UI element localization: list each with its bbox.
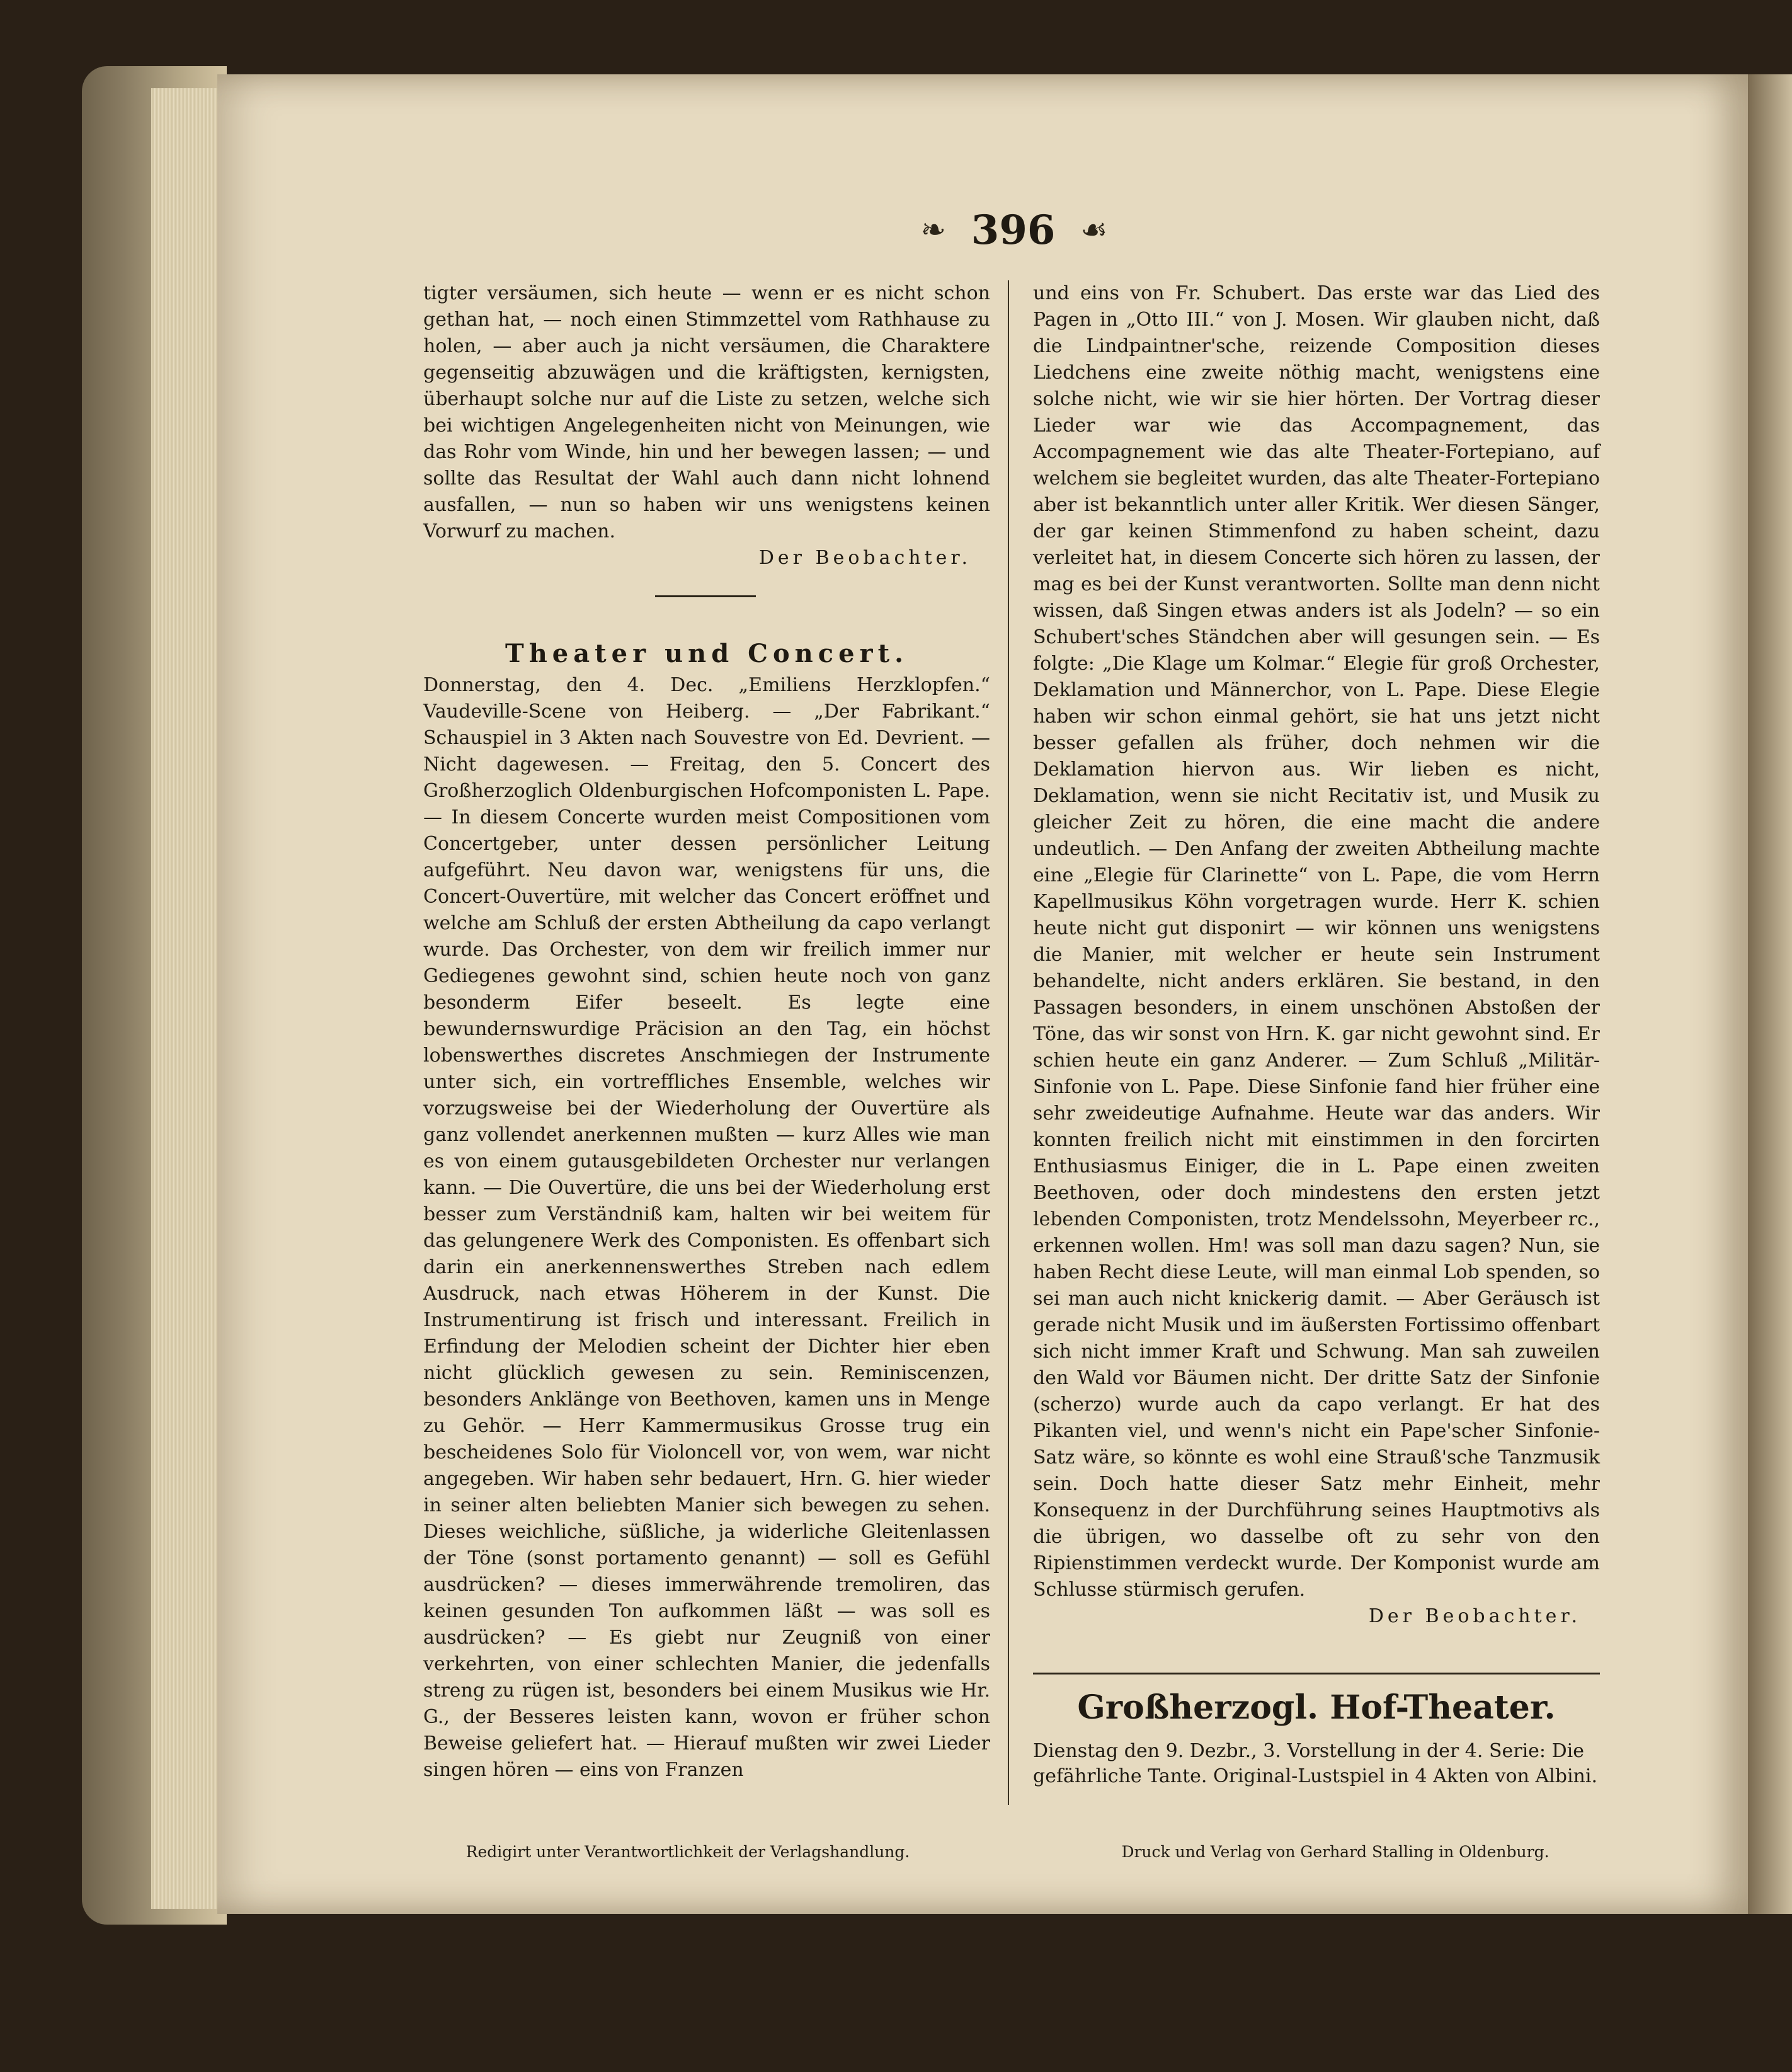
next-page-edge — [1748, 74, 1792, 1914]
left-column — [423, 280, 990, 1783]
playbill: Dienstag den 9. Dezbr., 3. Vorstellung in der 4. Serie: Die gefährliche Tante. Original-Lustspiel in 4 Akten von Albini. — [1033, 1740, 1597, 1787]
left-intro: tigter versäumen, sich heute — wenn er es nicht schon gethan hat, — noch einen Stimmzettel vom Rathhause zu holen, — aber auch ja nicht versäumen, die Charaktere gegenseitig abzuwägen und die kräftigsten, kernigsten, überhaupt solche nur auf die Liste zu setzen, welche sich bei wichtigen Angelegenheiten nicht von Meinungen, wie das Rohr vom Winde, hin und her bewegen lassen; — und sollte das Resultat der Wahl auch dann nicht lohnend ausfallen, — nun so haben wir uns wenigstens keinen Vorwurf zu machen. — [423, 282, 990, 542]
column-divider — [1008, 280, 1009, 1805]
page-number: 396 — [971, 206, 1056, 254]
footer-left: Redigirt unter Verantwortlichkeit der Verlagshandlung. — [465, 1843, 910, 1861]
right-column — [1033, 280, 1600, 1630]
ornament-right-icon: ☙ — [1080, 212, 1108, 248]
section-divider — [655, 595, 756, 597]
theater-title: Großherzogl. Hof-Theater. — [1077, 1688, 1556, 1727]
right-signature: Der Beobachter. — [1368, 1605, 1581, 1627]
left-body: Donnerstag, den 4. Dec. „Emiliens Herzklopfen.“ Vaudeville-Scene von Heiberg. — „Der Fabrikant.“ Schauspiel in 3 Akten nach Souvestre von Ed. Devrient. — Nicht dagewesen. — Freitag, den 5. Concert des Großherzoglich Oldenburgischen Hofcomponisten L. Pape. — In diesem Concerte wurden meist Compositionen vom Concertgeber, unter dessen persönlicher Leitung aufgeführt. Neu davon war, wenigstens für uns, die Concert-Ouvertüre, mit welcher das Concert eröffnet und welche am Schluß der ersten Abtheilung da capo verlangt wurde. Das Orchester, von dem wir freilich immer nur Gediegenes gewohnt sind, schien heute noch von ganz besonderm Eifer beseelt. Es legte eine bewundernswurdige Präcision an den Tag, ein höchst lobenswerthes discretes Anschmiegen der Instrumente unter sich, ein vortreffliches Ensemble, welches wir vorzugsweise bei der Wiederholung der Ouvertüre als ganz vollendet anerkennen mußten — kurz Alles wie man es von einem gutausgebildeten Orchester nur verlangen kann. — Die Ouvertüre, die uns bei der Wiederholung erst besser zum Verständniß kam, halten wir bei weitem für das gelungenere Werk des Componisten. Es offenbart sich darin ein anerkennenswerthes Streben nach edlem Ausdruck, nach etwas Höherem in der Kunst. Die Instrumentirung ist frisch und interessant. Freilich in Erfindung der Melodien scheint der Dichter hier eben nicht glücklich gewesen zu sein. Reminiscenzen, besonders Anklänge von Beethoven, kamen uns in Menge zu Gehör. — Herr Kammermusikus Grosse trug ein bescheidenes Solo für Violoncell vor, von wem, war nicht angegeben. Wir haben sehr bedauert, Hrn. G. hier wieder in seiner alten beliebten Manier sich bewegen zu sehen. Dieses weichliche, süßliche, ja widerliche Gleitenlassen der Töne (sonst portamento genannt) — soll es Gefühl ausdrücken? — dieses immerwährende tremoliren, das keinen gesunden Ton aufkommen läßt — was soll es ausdrücken? — Es giebt nur Zeugniß von einer verkehrten, von einer schlechten Manier, die jedenfalls streng zu rügen ist, besonders bei einem Musikus wie Hr. G., der Besseres leisten kann, wovon er früher schon Beweise geliefert hat. — Hierauf mußten wir zwei Lieder singen hören — eins von Franzen — [423, 674, 990, 1781]
theater-divider — [1033, 1673, 1600, 1674]
spacer — [423, 571, 990, 641]
ornament-left-icon: ❧ — [920, 212, 946, 248]
page-header — [863, 202, 1165, 258]
footer-right: Druck und Verlag von Gerhard Stalling in Oldenburg. — [1121, 1843, 1549, 1861]
right-body: und eins von Fr. Schubert. Das erste war das Lied des Pagen in „Otto III.“ von J. Mosen. Wir glauben nicht, daß die Lindpaintner'sche, reizende Composition dieses Liedchens eine zweite nöthig macht, wenigstens eine solche nicht, wie wir sie hier hörten. Der Vortrag dieser Lieder war wie das Accompagnement, das Accompagnement wie das alte Theater-Fortepiano, auf welchem sie begleitet wurden, das alte Theater-Fortepiano aber ist bekanntlich unter aller Kritik. Wer diesen Sänger, der gar keinen Stimmenfond zu haben scheint, dazu verleitet hat, in diesem Concerte sich hören zu lassen, der mag es bei der Kunst verantworten. Sollte man denn nicht wissen, daß Singen etwas anders ist als Jodeln? — so ein Schubert'sches Ständchen aber will gesungen sein. — Es folgte: „Die Klage um Kolmar.“ Elegie für groß Orchester, Deklamation und Männerchor, von L. Pape. Diese Elegie haben wir schon einmal gehört, sie hat uns jetzt nicht besser gefallen als früher, doch nehmen wir die Deklamation hiervon aus. Wir lieben es nicht, Deklamation, wenn sie nicht Recitativ ist, und Musik zu gleicher Zeit zu hören, die eine macht die andere undeutlich. — Den Anfang der zweiten Abtheilung machte eine „Elegie für Clarinette“ von L. Pape, die vom Herrn Kapellmusikus Köhn vorgetragen wurde. Herr K. schien heute nicht gut disponirt — wir können uns wenigstens die Manier, mit welcher er heute sein Instrument behandelte, nicht anders erklären. Sie bestand, in den Passagen besonders, in einem unschönen Abstoßen der Töne, das wir sonst von Hrn. K. gar nicht gewohnt sind. Er schien heute ein ganz Anderer. — Zum Schluß „Militär-Sinfonie von L. Pape. Diese Sinfonie fand hier früher eine sehr zweideutige Aufnahme. Heute war das anders. Wir konnten freilich nicht mit einstimmen in den forcirten Enthusiasmus Einiger, die in L. Pape einen zweiten Beethoven, oder doch mindestens den ersten jetzt lebenden Componisten, trotz Mendelssohn, Meyerbeer rc., erkennen wollen. Hm! was soll man dazu sagen? Nun, sie haben Recht diese Leute, will man einmal Lob spenden, so sei man auch nicht knickerig damit. — Aber Geräusch ist gerade nicht Musik und im äußersten Fortissimo offenbart sich nicht immer Kraft und Schwung. Man sah zuweilen den Wald vor Bäumen nicht. Der dritte Satz der Sinfonie (scherzo) wurde auch da capo verlangt. Er hat des Pikanten viel, und wenn's nicht ein Pape'scher Sinfonie-Satz wäre, so könnte es wohl eine Strauß'sche Tanzmusik sein. Doch hatte dieser Satz mehr Einheit, mehr Konsequenz in der Durchführung seines Hauptmotivs als die übrigen, wo dasselbe oft zu sehr von den Ripienstimmen verdeckt wurde. Der Komponist wurde am Schlusse stürmisch gerufen. — [1033, 282, 1600, 1601]
left-signature: Der Beobachter. — [758, 547, 971, 569]
section-title: Theater und Concert. — [505, 639, 909, 668]
